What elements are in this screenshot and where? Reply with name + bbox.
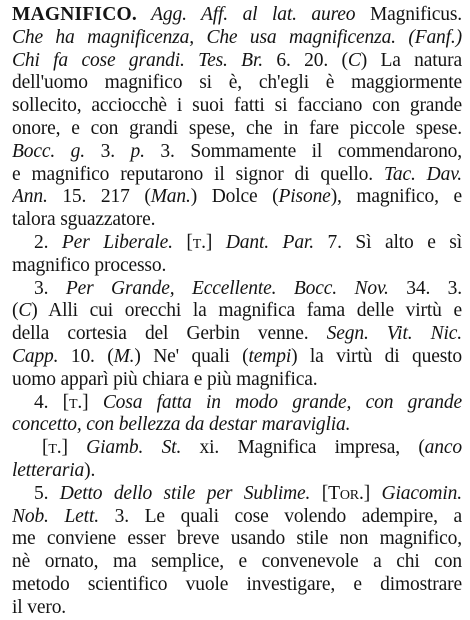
body-text: 34. 3. bbox=[388, 277, 462, 299]
body-text: ] bbox=[82, 391, 103, 413]
italic-text: letteraria bbox=[12, 459, 85, 481]
entry-line bbox=[12, 574, 462, 597]
entry-line bbox=[12, 597, 462, 620]
entry-line bbox=[12, 369, 462, 392]
italic-text: Bocc. g. bbox=[12, 140, 86, 162]
entry-line bbox=[12, 209, 462, 232]
entry-line bbox=[12, 392, 462, 415]
entry-line bbox=[12, 95, 462, 118]
italic-text: Capp. bbox=[12, 345, 59, 367]
italic-text: Man. bbox=[150, 186, 191, 208]
body-text: metodo scientifico vuole investigare, e dimostrare bbox=[12, 573, 462, 595]
entry-line bbox=[12, 27, 462, 50]
italic-text: Detto dello stile per Sublime. bbox=[59, 482, 311, 504]
body-text: [ bbox=[310, 482, 329, 504]
body-text: ) Dolce ( bbox=[190, 186, 279, 208]
italic-text: Pisone bbox=[278, 186, 331, 208]
entry-line bbox=[12, 483, 462, 506]
entry-line bbox=[12, 278, 462, 301]
body-text: ), magnifico, e bbox=[330, 186, 462, 208]
body-text: 4. [ bbox=[34, 391, 69, 413]
italic-text: Tac. Dav. bbox=[383, 163, 462, 185]
body-text: ) la virtù di questo bbox=[291, 345, 462, 367]
body-text: [ bbox=[172, 231, 193, 253]
body-text: 3. bbox=[85, 140, 131, 162]
body-text: 15. 217 ( bbox=[47, 186, 151, 208]
italic-text: Per Liberale. bbox=[61, 231, 173, 253]
body-text: nè ornato, ma semplice, e convenevole a chi con bbox=[12, 551, 462, 573]
italic-text: Cosa fatta in modo grande, con grande bbox=[102, 391, 462, 413]
italic-text: Segn. Vit. Nic. bbox=[326, 323, 462, 345]
entry-line bbox=[12, 528, 462, 551]
body-text: onore, e con grandi spese, che in fare piccole spese. bbox=[12, 117, 462, 139]
body-text: 10. ( bbox=[58, 345, 114, 367]
entry-line bbox=[12, 300, 462, 323]
entry-line bbox=[12, 186, 462, 209]
entry-line bbox=[12, 118, 462, 141]
entry-line bbox=[12, 551, 462, 574]
italic-text: C bbox=[347, 49, 361, 71]
small-caps-text: t. bbox=[69, 391, 83, 413]
body-text: uomo apparì più chiara e più magnifica. bbox=[12, 368, 318, 390]
italic-text: C bbox=[18, 300, 32, 322]
entry-line bbox=[12, 141, 462, 164]
entry-line bbox=[12, 232, 462, 255]
body-text: ). bbox=[84, 459, 96, 481]
italic-text: Ann. bbox=[12, 186, 48, 208]
italic-text: Giamb. St. bbox=[86, 437, 182, 459]
entry-line bbox=[12, 414, 462, 437]
body-text: [ bbox=[42, 437, 49, 459]
body-text: 3. bbox=[34, 277, 66, 299]
italic-text: concetto, con bellezza da destar maraviglia. bbox=[12, 414, 351, 436]
body-text: me conviene esser breve usando stile non magnifico, bbox=[12, 528, 462, 550]
entry-line bbox=[12, 346, 462, 369]
italic-text: tempi bbox=[248, 345, 292, 367]
body-text: ] bbox=[61, 437, 87, 459]
italic-text: Chi fa cose grandi. Tes. Br. bbox=[12, 49, 263, 71]
body-text: 5. bbox=[34, 482, 60, 504]
body-text: ( bbox=[12, 300, 19, 322]
body-text: 6. 20. ( bbox=[262, 49, 348, 71]
entry-line bbox=[12, 323, 462, 346]
body-text: ) Ne' quali ( bbox=[134, 345, 249, 367]
entry-line bbox=[12, 506, 462, 529]
italic-text: Dant. Par. bbox=[225, 231, 314, 253]
entry-line bbox=[12, 50, 462, 73]
italic-text: p. bbox=[130, 140, 145, 162]
body-text: Magnificus. bbox=[355, 4, 462, 25]
italic-text: Per Grande, Eccellente. Bocc. Nov. bbox=[65, 277, 389, 299]
body-text: e magnifico reputarono il signor di quello. bbox=[12, 163, 384, 185]
body-text: dell'uomo magnifico si è, ch'egli è maggiormente bbox=[12, 72, 462, 94]
body-text: della cortesia del Gerbin venne. bbox=[12, 323, 327, 345]
italic-text: Agg. Aff. al lat. aureo bbox=[136, 4, 356, 25]
body-text: 7. Sì alto e sì bbox=[313, 231, 462, 253]
headword: MAGNIFICO. bbox=[12, 4, 137, 25]
body-text: 3. Sommamente il commendarono, bbox=[144, 140, 462, 162]
entry-line bbox=[12, 164, 462, 187]
body-text: ) La natura bbox=[360, 49, 462, 71]
italic-text: Che ha magnificenza, Che usa magnificenza. (Fanf.) bbox=[12, 26, 462, 48]
body-text: il vero. bbox=[12, 596, 67, 618]
italic-text: anco bbox=[424, 437, 462, 459]
body-text: ) Alli cui orecchi la magnifica fama delle virtù e bbox=[31, 300, 462, 322]
body-text: 2. bbox=[34, 231, 62, 253]
small-caps-text: Tor. bbox=[328, 482, 364, 504]
entry-line bbox=[12, 72, 462, 95]
italic-text: Giacomin. bbox=[381, 482, 462, 504]
small-caps-text: t. bbox=[48, 437, 62, 459]
body-text: 3. Le quali cose volendo adempire, a bbox=[98, 505, 462, 527]
italic-text: Nob. Lett. bbox=[12, 505, 99, 527]
body-text: xi. Magnifica impresa, ( bbox=[181, 437, 425, 459]
body-text: ] bbox=[205, 231, 226, 253]
italic-text: M. bbox=[113, 345, 135, 367]
body-text: ] bbox=[363, 482, 382, 504]
small-caps-text: t. bbox=[192, 231, 206, 253]
body-text: talora sguazzatore. bbox=[12, 209, 156, 231]
entry-line bbox=[12, 255, 462, 278]
entry-line bbox=[12, 437, 462, 460]
body-text: magnifico processo. bbox=[12, 254, 167, 276]
body-text: sollecito, acciocchè i suoi fatti si facciano con grande bbox=[12, 95, 462, 117]
entry-line bbox=[12, 460, 462, 483]
entry-line bbox=[12, 4, 462, 27]
